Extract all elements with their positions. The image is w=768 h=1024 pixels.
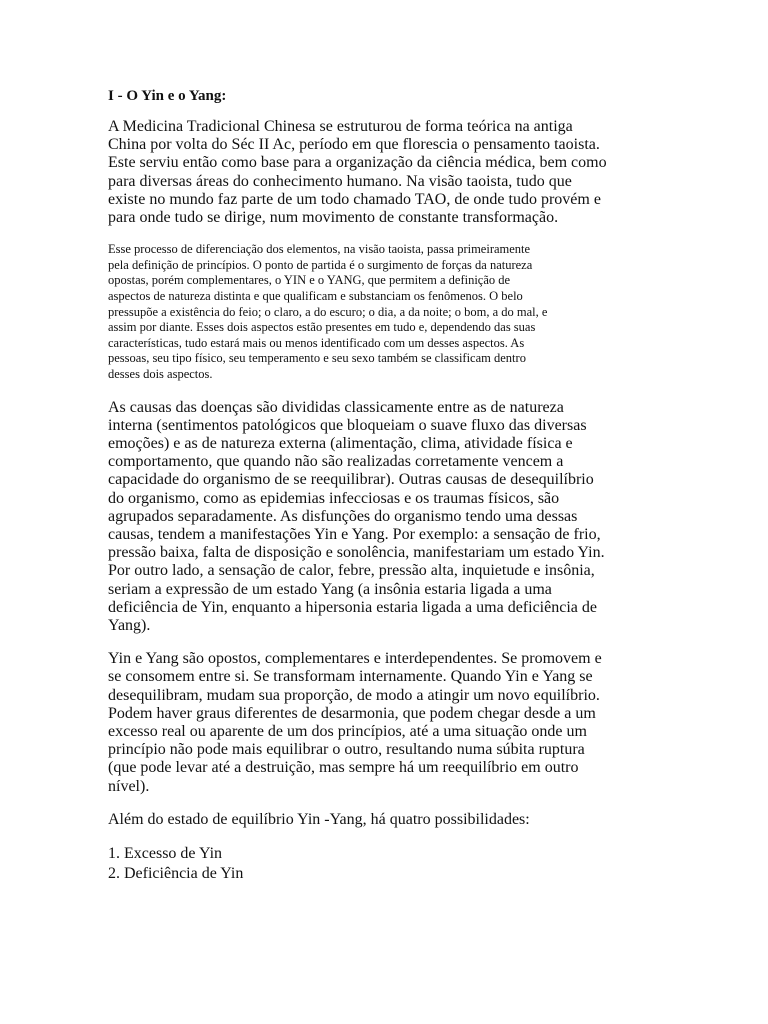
text-line: As causas das doenças são divididas classicamente entre as de natureza [108, 398, 564, 416]
text-line: desequilibram, mudam sua proporção, de modo a atingir um novo equilíbrio. [108, 686, 600, 704]
text-line: Além do estado de equilíbrio Yin -Yang, há quatro possibilidades: [108, 810, 530, 828]
text-line: se consomem entre si. Se transformam internamente. Quando Yin e Yang se [108, 668, 593, 686]
list-item: 1. Excesso de Yin [108, 845, 223, 863]
list-item: 2. Deficiência de Yin [108, 865, 244, 883]
text-line: do organismo, como as epidemias infecciosas e os traumas físicos, são [108, 489, 560, 507]
paragraph-causes [108, 399, 668, 636]
text-line: Esse processo de diferenciação dos elementos, na visão taoista, passa primeiramente [108, 242, 531, 257]
paragraph-intro [108, 118, 668, 227]
text-line: desses dois aspectos. [108, 366, 213, 381]
document-page [108, 86, 668, 884]
text-line: pela definição de princípios. O ponto de partida é o surgimento de forças da natureza [108, 257, 533, 272]
text-line: pressupõe a existência do feio; o claro, a do escuro; o dia, a da noite; o bom, a do mal, e [108, 304, 548, 319]
text-line: Por outro lado, a sensação de calor, febre, pressão alta, inquietude e insônia, [108, 562, 595, 580]
text-line: opostas, porém complementares, o YIN e o YANG, que permitem a definição de [108, 273, 511, 288]
paragraph-possibilities [108, 811, 668, 829]
text-line: existe no mundo faz parte de um todo chamado TAO, de onde tudo provém e [108, 190, 601, 208]
text-line: China por volta do Séc II Ac, período em que florescia o pensamento taoista. [108, 136, 600, 154]
text-line: para onde tudo se dirige, num movimento de constante transformação. [108, 209, 559, 227]
text-line: (que pode levar até a destruição, mas sempre há um reequilíbrio em outro [108, 759, 579, 777]
text-line: seriam a expressão de um estado Yang (a insônia estaria ligada a uma [108, 580, 552, 598]
text-line: aspectos de natureza distinta e que qualificam e substanciam os fenômenos. O belo [108, 289, 523, 303]
text-line: para diversas áreas do conhecimento humano. Na visão taoista, tudo que [108, 172, 572, 190]
text-line: capacidade do organismo de se reequilibrar). Outras causas de desequilíbrio [108, 471, 594, 489]
possibilities-list [108, 844, 668, 884]
text-line: causas, tendem a manifestações Yin e Yang. Por exemplo: a sensação de frio, [108, 525, 601, 543]
text-line: Yin e Yang são opostos, complementares e interdependentes. Se promovem e [108, 650, 602, 668]
text-line: pessoas, seu tipo físico, seu temperamento e seu sexo também se classificam dentro [108, 351, 526, 366]
text-line: Podem haver graus diferentes de desarmonia, que podem chegar desde a um [108, 704, 596, 722]
text-line: excesso real ou aparente de um dos princípios, até a uma situação onde um [108, 723, 587, 741]
paragraph-differentiation [108, 242, 668, 382]
text-line: características, tudo estará mais ou menos identificado com um desses aspectos. As [108, 335, 525, 350]
text-line: assim por diante. Esses dois aspectos estão presentes em tudo e, dependendo das suas [108, 320, 536, 335]
section-heading: I - O Yin e o Yang: [108, 88, 227, 104]
text-line: princípio não pode mais equilibrar o outro, resultando numa súbita ruptura [108, 741, 585, 759]
text-line: A Medicina Tradicional Chinesa se estruturou de forma teórica na antiga [108, 118, 573, 135]
text-line: deficiência de Yin, enquanto a hipersonia estaria ligada a uma deficiência de [108, 598, 597, 616]
text-line: agrupados separadamente. As disfunções do organismo tendo uma dessas [108, 507, 578, 525]
text-line: Yang). [108, 617, 151, 634]
text-line: nível). [108, 777, 150, 795]
text-line: Este serviu então como base para a organização da ciência médica, bem como [108, 154, 607, 172]
text-line: pressão baixa, falta de disposição e sonolência, manifestariam um estado Yin. [108, 544, 605, 562]
text-line: interna (sentimentos patológicos que bloqueiam o suave fluxo das diversas [108, 416, 587, 434]
text-line: comportamento, que quando não são realizadas corretamente vencem a [108, 453, 564, 471]
paragraph-opposites [108, 650, 668, 796]
text-line: emoções) e as de natureza externa (alimentação, clima, atividade física e [108, 434, 573, 452]
